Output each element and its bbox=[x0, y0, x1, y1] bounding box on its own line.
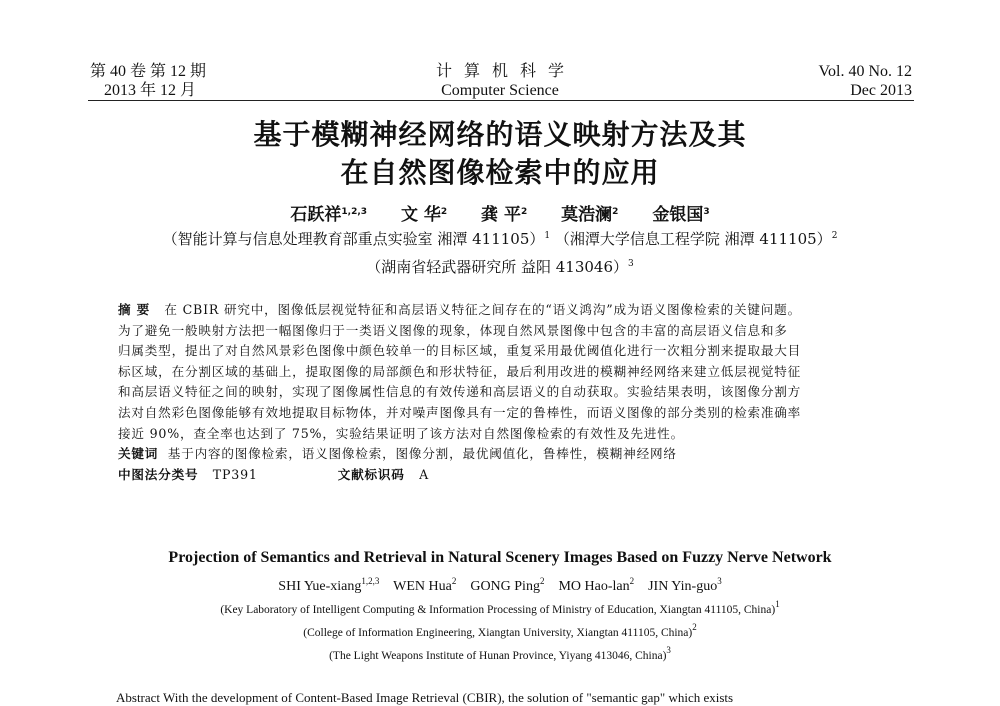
abstract-line: 摘 要 在 CBIR 研究中，图像低层视觉特征和高层语义特征之间存在的“语义鸿沟”成为语义图像检索的关键问题。 bbox=[118, 302, 801, 317]
journal-name-cn: 计算机科学 bbox=[435, 63, 576, 80]
abstract-line: 为了避免一般映射方法把一幅图像归于一类语义图像的现象，体现自然风景图像中包含的丰富的高层语义信息和多 bbox=[118, 322, 788, 338]
english-affiliation-1: (Key Laboratory of Intelligent Computing & Information Processing of Ministry of Education, Xiangtan 411105, China)$^1$ bbox=[220, 599, 780, 616]
affiliation-line1: （智能计算与信息处理教育部重点实验室 湘潭 411105）$^1$ （湘潭大学信息工程学院 湘潭 411105）$^2$ bbox=[162, 230, 838, 248]
author: 龚 平$^2$ bbox=[481, 205, 528, 225]
paper-title-line2: 在自然图像检索中的应用 bbox=[340, 156, 660, 189]
vol-no-en: Vol. 40 No. 12 bbox=[818, 63, 912, 80]
journal-name-en: Computer Science bbox=[441, 82, 559, 99]
author: 文 华$^2$ bbox=[400, 205, 448, 225]
abstract-line: 标区域，在分割区域的基础上，提取图像的局部颜色和形状特征，最后利用改进的模糊神经网络来建立低层视觉特征 bbox=[118, 363, 802, 379]
date-cn: 2013 年 12 月 bbox=[104, 82, 197, 99]
classification: 中图法分类号 TP391 文献标识码 A bbox=[118, 466, 430, 482]
header-rule bbox=[88, 100, 914, 101]
author-list bbox=[0, 200, 1000, 225]
abstract-line: 接近 90%，查全率也达到了 75%，实验结果证明了该方法对自然图像检索的有效性及先进性。 bbox=[118, 425, 684, 441]
abstract-line: 法对自然彩色图像能够有效地提取目标物体，并对噪声图像具有一定的鲁棒性，而语义图像的部分类别的检索准确率 bbox=[118, 404, 802, 420]
keywords: 关键词 基于内容的图像检索，语义图像检索，图像分割，最优阈值化，鲁棒性，模糊神经网络 bbox=[118, 446, 677, 462]
author: 石跃祥$^{1,2,3}$ bbox=[290, 205, 368, 225]
english-abstract-start: Abstract With the development of Content-Based Image Retrieval (CBIR), the solution of "semantic gap" which exists bbox=[116, 690, 734, 705]
paper-title-line1: 基于模糊神经网络的语义映射方法及其 bbox=[253, 118, 747, 151]
date-en: Dec 2013 bbox=[850, 82, 912, 99]
author: 金银国$^3$ bbox=[652, 205, 710, 225]
affiliation-line2: （湖南省轻武器研究所 益阳 413046）$^3$ bbox=[366, 258, 634, 276]
abstract-cn bbox=[118, 300, 886, 485]
keywords-label: 关键词 bbox=[118, 446, 159, 462]
english-title: Projection of Semantics and Retrieval in Natural Scenery Images Based on Fuzzy Nerve Network bbox=[168, 549, 832, 566]
english-affiliation-2: (College of Information Engineering, Xiangtan University, Xiangtan 411105, China)$^2$ bbox=[303, 622, 697, 639]
author: 莫浩澜$^2$ bbox=[561, 205, 619, 225]
english-authors: SHI Yue-xiang$^{1,2,3}$ WEN Hua$^2$ GONG Ping$^2$ MO Hao-lan$^2$ JIN Yin-guo$^3$ bbox=[278, 576, 722, 594]
abstract-label: 摘 要 bbox=[118, 302, 150, 317]
abstract-line: 和高层语义特征之间的映射，实现了图像属性信息的有效传递和高层语义的自动获取。实验结果表明，该图像分割方 bbox=[118, 384, 802, 400]
english-affiliation-3: (The Light Weapons Institute of Hunan Province, Yiyang 413046, China)$^3$ bbox=[329, 645, 671, 662]
abstract-line: 归属类型，提出了对自然风景彩色图像中颜色较单一的目标区域，重复采用最优阈值化进行一次粗分割来提取最大目 bbox=[118, 343, 802, 359]
volume-issue-cn: 第 40 卷 第 12 期 bbox=[90, 63, 207, 80]
journal-vol-en bbox=[819, 62, 913, 100]
